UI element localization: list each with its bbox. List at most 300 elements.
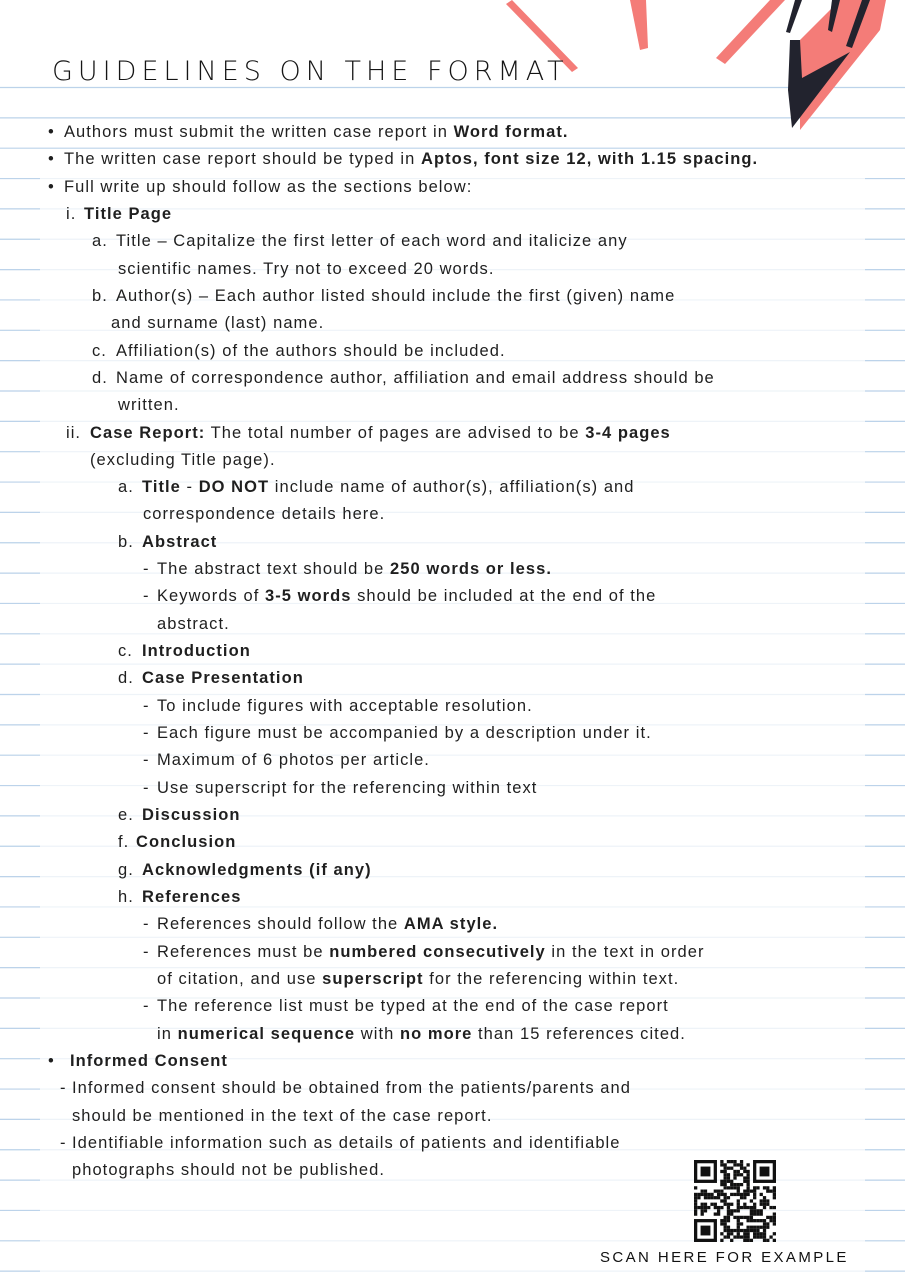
qr-module — [750, 1239, 753, 1242]
qr-module — [766, 1203, 769, 1206]
list-item-text — [72, 1130, 621, 1157]
qr-module — [717, 1212, 720, 1215]
qr-module — [750, 1226, 753, 1229]
qr-module — [763, 1229, 766, 1232]
qr-module — [733, 1176, 736, 1179]
list-marker: e. — [118, 806, 134, 824]
qr-module — [746, 1239, 749, 1242]
qr-module — [733, 1183, 736, 1186]
qr-module — [753, 1186, 756, 1189]
qr-module — [701, 1193, 704, 1196]
qr-module — [740, 1167, 743, 1170]
qr-module — [746, 1226, 749, 1229]
qr-module — [753, 1232, 756, 1235]
qr-module — [730, 1180, 733, 1183]
emphasis-text: Title Page — [84, 204, 173, 223]
qr-module — [750, 1199, 753, 1202]
qr-module — [769, 1216, 772, 1219]
qr-caption: SCAN HERE FOR EXAMPLE — [600, 1249, 849, 1266]
qr-module — [724, 1186, 727, 1189]
list-marker: b. — [118, 532, 134, 551]
emphasis-text: Case Report: — [90, 423, 206, 442]
list-marker: • — [48, 123, 55, 141]
list-marker: - — [143, 560, 150, 579]
qr-module — [773, 1196, 776, 1199]
qr-module — [737, 1229, 740, 1232]
qr-module — [753, 1203, 756, 1206]
qr-module — [763, 1239, 766, 1242]
list-item-text — [142, 665, 304, 692]
list-item-text — [136, 829, 236, 856]
qr-module — [766, 1190, 769, 1193]
emphasis-text: AMA style. — [403, 915, 499, 934]
qr-module — [737, 1206, 740, 1209]
qr-module — [720, 1183, 723, 1186]
list-marker: - — [143, 751, 150, 770]
qr-module — [724, 1163, 727, 1166]
list-item-text — [142, 474, 635, 501]
text-segment: Maximum of 6 photos per article. — [157, 751, 430, 770]
qr-module — [746, 1190, 749, 1193]
text-segment: than 15 references cited. — [472, 1024, 686, 1043]
text-segment: with — [355, 1024, 400, 1043]
qr-module — [710, 1203, 713, 1206]
qr-module — [746, 1219, 749, 1222]
qr-module — [740, 1173, 743, 1176]
qr-module — [727, 1232, 730, 1235]
qr-module — [730, 1209, 733, 1212]
text-segment: The abstract text should be — [157, 560, 391, 579]
qr-module — [724, 1193, 727, 1196]
list-item-text — [72, 1075, 631, 1102]
list-marker: b. — [92, 286, 108, 305]
qr-module — [737, 1216, 740, 1219]
qr-module — [710, 1196, 713, 1199]
qr-module — [760, 1212, 763, 1215]
qr-module — [733, 1160, 736, 1163]
list-item-text — [116, 228, 628, 255]
qr-module — [769, 1206, 772, 1209]
list-item-text — [84, 201, 172, 228]
text-segment: Affiliation(s) of the authors should be included. — [116, 341, 506, 360]
list-item-text — [157, 966, 679, 993]
list-marker: d. — [92, 368, 108, 387]
qr-module — [701, 1226, 711, 1236]
text-segment: in the text in order — [545, 942, 705, 961]
text-segment: Name of correspondence author, affiliation and email address should be — [116, 368, 715, 387]
qr-module — [737, 1222, 740, 1225]
qr-module — [746, 1176, 749, 1179]
qr-module — [733, 1173, 736, 1176]
qr-module — [753, 1212, 756, 1215]
qr-module — [766, 1186, 769, 1189]
list-item-text — [111, 310, 324, 337]
list-item-text — [157, 911, 498, 938]
qr-module — [769, 1235, 772, 1238]
qr-module — [730, 1203, 733, 1206]
text-segment: To include figures with acceptable resolution. — [157, 696, 533, 715]
qr-module — [727, 1180, 730, 1183]
list-item-text — [64, 146, 758, 173]
qr-module — [720, 1190, 723, 1193]
qr-module — [694, 1196, 697, 1199]
qr-module — [773, 1186, 776, 1189]
qr-module — [746, 1216, 749, 1219]
text-segment: and surname (last) name. — [111, 314, 325, 333]
list-item-text — [157, 720, 652, 747]
qr-module — [737, 1190, 740, 1193]
qr-module — [746, 1229, 749, 1232]
text-segment: include name of author(s), affiliation(s) and — [269, 478, 635, 497]
list-item-text — [157, 1021, 686, 1048]
emphasis-text: Acknowledgments (if any) — [142, 860, 372, 879]
list-marker: c. — [118, 642, 133, 661]
qr-module — [766, 1222, 769, 1225]
qr-module — [720, 1170, 723, 1173]
qr-module — [756, 1226, 759, 1229]
text-segment: (excluding Title page). — [90, 450, 276, 469]
text-segment: for the referencing within text. — [423, 969, 680, 988]
qr-module — [724, 1203, 727, 1206]
text-segment: Informed consent should be obtained from the patients/parents and — [72, 1079, 631, 1098]
qr-module — [743, 1216, 746, 1219]
qr-module — [694, 1193, 697, 1196]
list-marker: - — [143, 942, 150, 961]
emphasis-text: Aptos, font size 12, with 1.15 spacing. — [421, 150, 759, 169]
qr-module — [724, 1199, 727, 1202]
text-segment: Full write up should follow as the sections below: — [64, 177, 473, 196]
qr-module — [717, 1209, 720, 1212]
qr-module — [766, 1226, 769, 1229]
qr-module — [694, 1199, 697, 1202]
qr-module — [743, 1203, 746, 1206]
qr-module — [773, 1193, 776, 1196]
emphasis-text: Informed Consent — [70, 1051, 228, 1070]
qr-module — [743, 1206, 746, 1209]
qr-module — [743, 1235, 746, 1238]
qr-module — [753, 1226, 756, 1229]
text-segment: of citation, and use — [157, 969, 323, 988]
list-item-text — [142, 857, 372, 884]
qr-module — [704, 1209, 707, 1212]
qr-module — [724, 1229, 727, 1232]
qr-module — [697, 1196, 700, 1199]
qr-module — [714, 1206, 717, 1209]
list-marker: • — [48, 150, 55, 169]
list-marker: - — [60, 1079, 67, 1098]
qr-module — [724, 1216, 727, 1219]
list-item-text — [157, 611, 230, 638]
qr-module — [763, 1232, 766, 1235]
emphasis-text: Abstract — [142, 532, 218, 551]
emphasis-text: numerical sequence — [177, 1024, 356, 1043]
qr-module — [701, 1203, 704, 1206]
list-item-text — [157, 993, 669, 1020]
qr-module — [746, 1163, 749, 1166]
list-marker: - — [143, 997, 150, 1016]
qr-module — [704, 1193, 707, 1196]
qr-module — [743, 1193, 746, 1196]
qr-module — [760, 1226, 763, 1229]
qr-module — [730, 1239, 733, 1242]
list-marker: - — [143, 778, 150, 797]
qr-module — [727, 1219, 730, 1222]
qr-module — [727, 1203, 730, 1206]
qr-module — [724, 1196, 727, 1199]
qr-module — [740, 1193, 743, 1196]
list-marker: g. — [118, 860, 134, 879]
emphasis-text: Case Presentation — [142, 669, 304, 688]
qr-module — [724, 1219, 727, 1222]
qr-module — [694, 1212, 697, 1215]
qr-module — [720, 1222, 723, 1225]
qr-module — [740, 1206, 743, 1209]
list-marker: • — [48, 1051, 55, 1070]
qr-module — [743, 1180, 746, 1183]
qr-module — [743, 1196, 746, 1199]
list-marker: d. — [118, 669, 134, 688]
qr-module — [727, 1186, 730, 1189]
qr-module — [730, 1160, 733, 1163]
qr-module — [720, 1232, 723, 1235]
qr-module — [724, 1222, 727, 1225]
text-segment: Identifiable information such as details of patients and identifiable — [72, 1133, 621, 1152]
qr-module — [707, 1206, 710, 1209]
qr-module — [694, 1209, 697, 1212]
list-item-text — [118, 256, 494, 283]
qr-module — [753, 1206, 756, 1209]
qr-module — [710, 1193, 713, 1196]
qr-module — [763, 1196, 766, 1199]
qr-module — [740, 1229, 743, 1232]
qr-module — [727, 1167, 730, 1170]
list-item-text — [157, 556, 552, 583]
text-segment: Use superscript for the referencing within text — [157, 778, 538, 797]
qr-module — [737, 1193, 740, 1196]
qr-module — [740, 1216, 743, 1219]
qr-module — [753, 1190, 756, 1193]
qr-module — [714, 1203, 717, 1206]
emphasis-text: Word format. — [453, 123, 569, 141]
qr-module — [746, 1193, 749, 1196]
qr-module — [760, 1203, 763, 1206]
qr-module — [704, 1196, 707, 1199]
list-marker: c. — [92, 341, 107, 360]
qr-module — [773, 1239, 776, 1242]
qr-module — [724, 1180, 727, 1183]
qr-module — [733, 1193, 736, 1196]
emphasis-text: 3-5 words — [264, 587, 352, 606]
qr-module — [737, 1232, 740, 1235]
qr-module — [756, 1186, 759, 1189]
emphasis-text: References — [142, 887, 242, 906]
text-segment: Title – Capitalize the first letter of each word and italicize any — [116, 232, 628, 251]
qr-module — [697, 1193, 700, 1196]
qr-module — [746, 1232, 749, 1235]
list-item-text — [64, 119, 569, 146]
qr-module — [707, 1193, 710, 1196]
qr-module — [724, 1167, 727, 1170]
qr-module — [756, 1212, 759, 1215]
list-item-text — [72, 1157, 385, 1184]
qr-module — [730, 1183, 733, 1186]
qr-module — [740, 1196, 743, 1199]
qr-module — [733, 1170, 736, 1173]
qr-module — [746, 1170, 749, 1173]
qr-module — [724, 1226, 727, 1229]
qr-module — [701, 1209, 704, 1212]
list-item-text — [116, 338, 506, 365]
qr-module — [740, 1183, 743, 1186]
qr-module — [753, 1193, 756, 1196]
qr-module — [746, 1183, 749, 1186]
list-marker: i. — [66, 204, 77, 223]
list-marker: a. — [118, 478, 134, 497]
qr-module — [760, 1232, 763, 1235]
qr-module — [750, 1206, 753, 1209]
list-item-text — [157, 747, 430, 774]
text-segment: in — [157, 1024, 178, 1043]
qr-module — [763, 1222, 766, 1225]
text-segment: Authors must submit the written case report in — [64, 123, 454, 141]
qr-module — [740, 1222, 743, 1225]
qr-module — [743, 1232, 746, 1235]
list-item-text — [157, 775, 537, 802]
qr-module — [756, 1235, 759, 1238]
qr-module — [727, 1196, 730, 1199]
list-marker: - — [143, 724, 150, 743]
qr-module — [733, 1163, 736, 1166]
qr-module — [753, 1229, 756, 1232]
list-marker: ii. — [66, 423, 82, 442]
qr-module — [769, 1190, 772, 1193]
qr-module — [760, 1219, 763, 1222]
qr-module — [701, 1212, 704, 1215]
qr-module — [750, 1209, 753, 1212]
qr-module — [737, 1173, 740, 1176]
qr-module — [760, 1235, 763, 1238]
qr-module — [720, 1239, 723, 1242]
qr-module — [737, 1226, 740, 1229]
list-item-text — [142, 802, 241, 829]
qr-module — [720, 1206, 723, 1209]
qr-module — [763, 1199, 766, 1202]
qr-module — [727, 1160, 730, 1163]
text-segment: abstract. — [157, 614, 230, 633]
qr-module — [743, 1170, 746, 1173]
text-segment: written. — [118, 396, 180, 415]
page-title: GUIDELINES ON THE FORMAT — [52, 56, 569, 87]
qr-module — [694, 1206, 697, 1209]
qr-module — [707, 1196, 710, 1199]
text-segment: The reference list must be typed at the end of the case report — [157, 997, 669, 1016]
qr-module — [730, 1167, 733, 1170]
qr-module — [733, 1235, 736, 1238]
qr-module — [756, 1209, 759, 1212]
qr-module — [720, 1219, 723, 1222]
qr-module — [717, 1190, 720, 1193]
text-segment: correspondence details here. — [143, 505, 386, 524]
qr-module — [773, 1206, 776, 1209]
qr-module — [756, 1219, 759, 1222]
qr-module — [737, 1203, 740, 1206]
qr-module — [737, 1219, 740, 1222]
qr-module — [740, 1160, 743, 1163]
text-segment: References must be — [157, 942, 330, 961]
emphasis-text: numbered consecutively — [329, 942, 546, 961]
qr-module — [753, 1219, 756, 1222]
qr-module — [727, 1235, 730, 1238]
qr-module — [750, 1219, 753, 1222]
qr-module — [760, 1209, 763, 1212]
qr-module — [763, 1203, 766, 1206]
qr-module — [737, 1183, 740, 1186]
qr-code[interactable] — [694, 1160, 776, 1242]
text-segment: Keywords of — [157, 587, 265, 606]
qr-module — [727, 1216, 730, 1219]
qr-module — [714, 1190, 717, 1193]
qr-module — [743, 1176, 746, 1179]
emphasis-text: Conclusion — [136, 833, 237, 852]
list-item-text — [157, 693, 533, 720]
qr-module — [756, 1232, 759, 1235]
emphasis-text: superscript — [322, 969, 424, 988]
qr-module — [694, 1186, 697, 1189]
list-item-text — [143, 501, 385, 528]
qr-module — [773, 1219, 776, 1222]
emphasis-text: Title — [142, 478, 181, 497]
qr-module — [773, 1212, 776, 1215]
text-segment: The written case report should be typed in — [64, 150, 421, 169]
qr-module — [746, 1186, 749, 1189]
qr-module — [733, 1209, 736, 1212]
text-segment: Each figure must be accompanied by a description under it. — [157, 724, 652, 743]
qr-module — [737, 1163, 740, 1166]
qr-module — [714, 1196, 717, 1199]
list-marker: - — [60, 1133, 67, 1152]
qr-module — [746, 1235, 749, 1238]
qr-module — [737, 1186, 740, 1189]
list-item-text — [142, 638, 251, 665]
qr-module — [733, 1216, 736, 1219]
qr-module — [701, 1190, 704, 1193]
emphasis-text: DO NOT — [198, 478, 270, 497]
qr-module — [733, 1186, 736, 1189]
qr-module — [730, 1193, 733, 1196]
text-segment: photographs should not be published. — [72, 1161, 386, 1180]
qr-module — [730, 1186, 733, 1189]
qr-module — [750, 1216, 753, 1219]
emphasis-text: Introduction — [142, 642, 251, 661]
qr-module — [724, 1235, 727, 1238]
qr-module — [727, 1173, 730, 1176]
qr-module — [730, 1212, 733, 1215]
qr-module — [730, 1232, 733, 1235]
qr-module — [746, 1180, 749, 1183]
qr-module — [737, 1199, 740, 1202]
qr-module — [701, 1167, 711, 1177]
qr-module — [720, 1160, 723, 1163]
text-segment: References should follow the — [157, 915, 404, 934]
qr-module — [717, 1196, 720, 1199]
qr-module — [740, 1235, 743, 1238]
qr-module — [720, 1199, 723, 1202]
qr-module — [773, 1190, 776, 1193]
qr-module — [701, 1206, 704, 1209]
text-segment: should be included at the end of the — [351, 587, 657, 606]
qr-module — [753, 1196, 756, 1199]
qr-module — [763, 1206, 766, 1209]
